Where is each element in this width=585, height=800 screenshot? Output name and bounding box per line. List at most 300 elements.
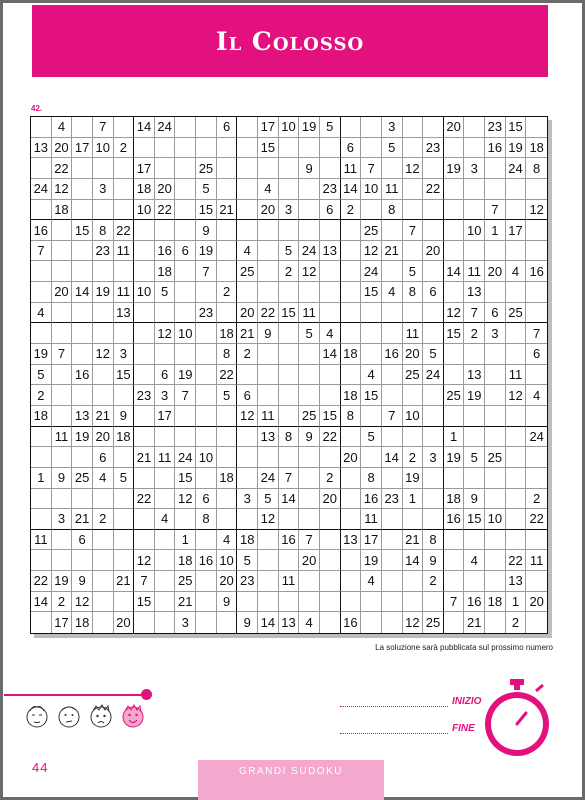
grid-cell[interactable]: 12 <box>175 489 196 510</box>
grid-cell[interactable]: 16 <box>361 489 382 510</box>
grid-cell[interactable]: 19 <box>72 427 93 448</box>
grid-cell[interactable] <box>217 179 238 200</box>
grid-cell[interactable]: 15 <box>134 592 155 613</box>
grid-cell[interactable] <box>114 489 135 510</box>
grid-cell[interactable] <box>258 241 279 262</box>
grid-cell[interactable]: 11 <box>506 365 527 386</box>
grid-cell[interactable] <box>114 323 135 344</box>
grid-cell[interactable] <box>464 427 485 448</box>
grid-cell[interactable] <box>299 179 320 200</box>
grid-cell[interactable] <box>93 530 114 551</box>
grid-cell[interactable] <box>155 158 176 179</box>
grid-cell[interactable]: 11 <box>279 571 300 592</box>
grid-cell[interactable]: 15 <box>464 509 485 530</box>
grid-cell[interactable]: 16 <box>72 365 93 386</box>
grid-cell[interactable]: 17 <box>52 612 73 633</box>
grid-cell[interactable]: 6 <box>93 447 114 468</box>
grid-cell[interactable] <box>134 468 155 489</box>
grid-cell[interactable]: 20 <box>320 489 341 510</box>
grid-cell[interactable]: 18 <box>134 179 155 200</box>
grid-cell[interactable]: 20 <box>155 179 176 200</box>
grid-cell[interactable] <box>217 509 238 530</box>
grid-cell[interactable]: 13 <box>506 571 527 592</box>
grid-cell[interactable]: 15 <box>506 117 527 138</box>
grid-cell[interactable]: 3 <box>155 385 176 406</box>
grid-cell[interactable] <box>361 592 382 613</box>
grid-cell[interactable]: 2 <box>506 612 527 633</box>
grid-cell[interactable] <box>155 612 176 633</box>
grid-cell[interactable] <box>361 344 382 365</box>
grid-cell[interactable]: 18 <box>217 323 238 344</box>
grid-cell[interactable] <box>299 344 320 365</box>
grid-cell[interactable] <box>320 365 341 386</box>
grid-cell[interactable] <box>320 447 341 468</box>
grid-cell[interactable] <box>114 592 135 613</box>
grid-cell[interactable] <box>299 509 320 530</box>
grid-cell[interactable]: 7 <box>52 344 73 365</box>
grid-cell[interactable]: 5 <box>31 365 52 386</box>
grid-cell[interactable] <box>341 323 362 344</box>
grid-cell[interactable]: 20 <box>52 282 73 303</box>
grid-cell[interactable] <box>217 261 238 282</box>
grid-cell[interactable] <box>382 592 403 613</box>
grid-cell[interactable] <box>341 261 362 282</box>
grid-cell[interactable]: 20 <box>237 303 258 324</box>
grid-cell[interactable] <box>72 550 93 571</box>
grid-cell[interactable] <box>134 323 155 344</box>
grid-cell[interactable] <box>299 447 320 468</box>
grid-cell[interactable] <box>506 530 527 551</box>
grid-cell[interactable]: 4 <box>52 117 73 138</box>
grid-cell[interactable]: 3 <box>175 612 196 633</box>
grid-cell[interactable]: 6 <box>526 344 547 365</box>
grid-cell[interactable] <box>175 179 196 200</box>
grid-cell[interactable]: 4 <box>382 282 403 303</box>
grid-cell[interactable]: 7 <box>196 261 217 282</box>
grid-cell[interactable] <box>31 117 52 138</box>
grid-cell[interactable]: 14 <box>134 117 155 138</box>
grid-cell[interactable]: 20 <box>403 344 424 365</box>
grid-cell[interactable] <box>526 220 547 241</box>
grid-cell[interactable] <box>31 427 52 448</box>
grid-cell[interactable] <box>72 447 93 468</box>
grid-cell[interactable] <box>485 550 506 571</box>
grid-cell[interactable]: 21 <box>93 406 114 427</box>
grid-cell[interactable]: 23 <box>485 117 506 138</box>
grid-cell[interactable] <box>217 138 238 159</box>
grid-cell[interactable] <box>464 117 485 138</box>
grid-cell[interactable]: 5 <box>299 323 320 344</box>
grid-cell[interactable] <box>485 344 506 365</box>
grid-cell[interactable]: 6 <box>155 365 176 386</box>
grid-cell[interactable] <box>258 550 279 571</box>
grid-cell[interactable]: 24 <box>299 241 320 262</box>
grid-cell[interactable]: 25 <box>72 468 93 489</box>
grid-cell[interactable] <box>52 220 73 241</box>
grid-cell[interactable] <box>341 220 362 241</box>
grid-cell[interactable]: 18 <box>72 612 93 633</box>
grid-cell[interactable]: 21 <box>237 323 258 344</box>
grid-cell[interactable] <box>93 612 114 633</box>
grid-cell[interactable]: 25 <box>423 612 444 633</box>
grid-cell[interactable] <box>31 550 52 571</box>
grid-cell[interactable] <box>444 344 465 365</box>
grid-cell[interactable] <box>155 138 176 159</box>
grid-cell[interactable] <box>423 427 444 448</box>
grid-cell[interactable]: 9 <box>52 468 73 489</box>
grid-cell[interactable] <box>299 200 320 221</box>
grid-cell[interactable]: 5 <box>361 427 382 448</box>
grid-cell[interactable] <box>175 220 196 241</box>
grid-cell[interactable]: 9 <box>423 550 444 571</box>
grid-cell[interactable]: 25 <box>361 220 382 241</box>
grid-cell[interactable]: 21 <box>382 241 403 262</box>
grid-cell[interactable]: 20 <box>52 138 73 159</box>
grid-cell[interactable] <box>444 365 465 386</box>
grid-cell[interactable]: 7 <box>361 158 382 179</box>
grid-cell[interactable]: 6 <box>320 200 341 221</box>
grid-cell[interactable]: 12 <box>403 612 424 633</box>
grid-cell[interactable]: 5 <box>155 282 176 303</box>
grid-cell[interactable]: 1 <box>444 427 465 448</box>
grid-cell[interactable] <box>403 303 424 324</box>
grid-cell[interactable] <box>196 344 217 365</box>
grid-cell[interactable]: 21 <box>217 200 238 221</box>
grid-cell[interactable] <box>114 200 135 221</box>
grid-cell[interactable] <box>258 447 279 468</box>
grid-cell[interactable]: 4 <box>237 241 258 262</box>
grid-cell[interactable]: 14 <box>382 447 403 468</box>
grid-cell[interactable]: 4 <box>464 550 485 571</box>
grid-cell[interactable] <box>464 468 485 489</box>
grid-cell[interactable] <box>506 406 527 427</box>
grid-cell[interactable]: 19 <box>361 550 382 571</box>
grid-cell[interactable]: 17 <box>361 530 382 551</box>
grid-cell[interactable]: 2 <box>526 489 547 510</box>
grid-cell[interactable]: 5 <box>382 138 403 159</box>
grid-cell[interactable]: 20 <box>299 550 320 571</box>
grid-cell[interactable] <box>258 530 279 551</box>
grid-cell[interactable]: 12 <box>444 303 465 324</box>
grid-cell[interactable]: 16 <box>485 138 506 159</box>
grid-cell[interactable] <box>134 261 155 282</box>
grid-cell[interactable] <box>485 179 506 200</box>
grid-cell[interactable] <box>134 509 155 530</box>
grid-cell[interactable] <box>31 489 52 510</box>
grid-cell[interactable]: 24 <box>361 261 382 282</box>
grid-cell[interactable]: 9 <box>299 158 320 179</box>
grid-cell[interactable] <box>279 158 300 179</box>
grid-cell[interactable]: 7 <box>93 117 114 138</box>
grid-cell[interactable]: 2 <box>237 344 258 365</box>
grid-cell[interactable] <box>93 303 114 324</box>
grid-cell[interactable]: 13 <box>320 241 341 262</box>
grid-cell[interactable] <box>526 571 547 592</box>
grid-cell[interactable] <box>506 509 527 530</box>
grid-cell[interactable] <box>526 406 547 427</box>
grid-cell[interactable]: 23 <box>93 241 114 262</box>
grid-cell[interactable]: 20 <box>444 117 465 138</box>
grid-cell[interactable] <box>31 282 52 303</box>
grid-cell[interactable]: 3 <box>382 117 403 138</box>
grid-cell[interactable] <box>361 612 382 633</box>
grid-cell[interactable]: 2 <box>341 200 362 221</box>
grid-cell[interactable]: 15 <box>72 220 93 241</box>
grid-cell[interactable]: 5 <box>196 179 217 200</box>
grid-cell[interactable]: 3 <box>464 158 485 179</box>
grid-cell[interactable]: 11 <box>382 179 403 200</box>
grid-cell[interactable] <box>382 530 403 551</box>
grid-cell[interactable] <box>526 468 547 489</box>
grid-cell[interactable] <box>361 447 382 468</box>
grid-cell[interactable]: 10 <box>217 550 238 571</box>
grid-cell[interactable]: 3 <box>114 344 135 365</box>
grid-cell[interactable]: 18 <box>485 592 506 613</box>
grid-cell[interactable] <box>279 323 300 344</box>
grid-cell[interactable]: 20 <box>423 241 444 262</box>
grid-cell[interactable]: 13 <box>72 406 93 427</box>
grid-cell[interactable]: 11 <box>464 261 485 282</box>
grid-cell[interactable]: 24 <box>31 179 52 200</box>
grid-cell[interactable]: 15 <box>258 138 279 159</box>
grid-cell[interactable]: 7 <box>279 468 300 489</box>
grid-cell[interactable] <box>403 138 424 159</box>
grid-cell[interactable] <box>444 138 465 159</box>
grid-cell[interactable]: 10 <box>361 179 382 200</box>
grid-cell[interactable] <box>382 612 403 633</box>
grid-cell[interactable]: 13 <box>31 138 52 159</box>
grid-cell[interactable] <box>423 158 444 179</box>
grid-cell[interactable]: 21 <box>403 530 424 551</box>
grid-cell[interactable]: 20 <box>217 571 238 592</box>
grid-cell[interactable]: 5 <box>114 468 135 489</box>
grid-cell[interactable]: 6 <box>485 303 506 324</box>
grid-cell[interactable] <box>279 365 300 386</box>
grid-cell[interactable]: 5 <box>217 385 238 406</box>
grid-cell[interactable]: 18 <box>31 406 52 427</box>
grid-cell[interactable]: 4 <box>361 571 382 592</box>
grid-cell[interactable] <box>72 117 93 138</box>
grid-cell[interactable]: 11 <box>361 509 382 530</box>
grid-cell[interactable]: 7 <box>175 385 196 406</box>
grid-cell[interactable] <box>237 117 258 138</box>
grid-cell[interactable]: 19 <box>444 447 465 468</box>
grid-cell[interactable]: 11 <box>52 427 73 448</box>
grid-cell[interactable]: 18 <box>114 427 135 448</box>
grid-cell[interactable] <box>155 592 176 613</box>
grid-cell[interactable] <box>52 241 73 262</box>
grid-cell[interactable] <box>134 344 155 365</box>
grid-cell[interactable]: 4 <box>506 261 527 282</box>
grid-cell[interactable]: 21 <box>175 592 196 613</box>
grid-cell[interactable] <box>196 530 217 551</box>
grid-cell[interactable] <box>485 489 506 510</box>
grid-cell[interactable]: 4 <box>155 509 176 530</box>
grid-cell[interactable]: 9 <box>299 427 320 448</box>
grid-cell[interactable]: 6 <box>237 385 258 406</box>
grid-cell[interactable]: 16 <box>341 612 362 633</box>
grid-cell[interactable] <box>382 427 403 448</box>
grid-cell[interactable]: 22 <box>217 365 238 386</box>
grid-cell[interactable] <box>93 365 114 386</box>
grid-cell[interactable]: 25 <box>299 406 320 427</box>
grid-cell[interactable] <box>217 158 238 179</box>
grid-cell[interactable] <box>175 117 196 138</box>
grid-cell[interactable]: 14 <box>341 179 362 200</box>
grid-cell[interactable]: 4 <box>361 365 382 386</box>
grid-cell[interactable] <box>299 365 320 386</box>
grid-cell[interactable]: 1 <box>485 220 506 241</box>
grid-cell[interactable] <box>114 385 135 406</box>
grid-cell[interactable] <box>485 282 506 303</box>
grid-cell[interactable] <box>31 158 52 179</box>
grid-cell[interactable] <box>403 385 424 406</box>
grid-cell[interactable]: 11 <box>258 406 279 427</box>
grid-cell[interactable] <box>320 592 341 613</box>
grid-cell[interactable] <box>114 158 135 179</box>
grid-cell[interactable] <box>403 571 424 592</box>
grid-cell[interactable] <box>423 509 444 530</box>
grid-cell[interactable] <box>341 117 362 138</box>
grid-cell[interactable] <box>93 261 114 282</box>
grid-cell[interactable]: 7 <box>526 323 547 344</box>
grid-cell[interactable] <box>526 117 547 138</box>
grid-cell[interactable] <box>31 323 52 344</box>
grid-cell[interactable] <box>403 117 424 138</box>
grid-cell[interactable]: 21 <box>72 509 93 530</box>
grid-cell[interactable]: 22 <box>423 179 444 200</box>
grid-cell[interactable] <box>444 241 465 262</box>
grid-cell[interactable] <box>320 550 341 571</box>
grid-cell[interactable] <box>134 406 155 427</box>
grid-cell[interactable] <box>382 385 403 406</box>
grid-cell[interactable] <box>526 282 547 303</box>
grid-cell[interactable]: 13 <box>464 282 485 303</box>
grid-cell[interactable]: 9 <box>72 571 93 592</box>
grid-cell[interactable]: 4 <box>258 179 279 200</box>
grid-cell[interactable]: 13 <box>341 530 362 551</box>
grid-cell[interactable]: 10 <box>403 406 424 427</box>
grid-cell[interactable]: 4 <box>31 303 52 324</box>
grid-cell[interactable]: 12 <box>403 158 424 179</box>
grid-cell[interactable] <box>423 592 444 613</box>
grid-cell[interactable]: 8 <box>423 530 444 551</box>
grid-cell[interactable] <box>423 200 444 221</box>
grid-cell[interactable]: 11 <box>155 447 176 468</box>
grid-cell[interactable] <box>93 323 114 344</box>
grid-cell[interactable]: 13 <box>464 365 485 386</box>
grid-cell[interactable]: 13 <box>279 612 300 633</box>
grid-cell[interactable] <box>341 427 362 448</box>
grid-cell[interactable] <box>134 612 155 633</box>
grid-cell[interactable] <box>320 303 341 324</box>
grid-cell[interactable] <box>258 592 279 613</box>
grid-cell[interactable]: 12 <box>526 200 547 221</box>
grid-cell[interactable]: 5 <box>423 344 444 365</box>
grid-cell[interactable]: 12 <box>299 261 320 282</box>
grid-cell[interactable]: 24 <box>258 468 279 489</box>
grid-cell[interactable] <box>485 468 506 489</box>
grid-cell[interactable]: 15 <box>175 468 196 489</box>
grid-cell[interactable]: 25 <box>485 447 506 468</box>
grid-cell[interactable]: 22 <box>155 200 176 221</box>
grid-cell[interactable]: 10 <box>196 447 217 468</box>
grid-cell[interactable]: 3 <box>423 447 444 468</box>
grid-cell[interactable] <box>423 303 444 324</box>
grid-cell[interactable]: 17 <box>258 117 279 138</box>
grid-cell[interactable]: 4 <box>217 530 238 551</box>
start-time-field[interactable] <box>340 698 448 707</box>
grid-cell[interactable] <box>93 158 114 179</box>
grid-cell[interactable] <box>464 406 485 427</box>
grid-cell[interactable] <box>403 200 424 221</box>
grid-cell[interactable] <box>382 509 403 530</box>
grid-cell[interactable]: 17 <box>155 406 176 427</box>
grid-cell[interactable]: 2 <box>217 282 238 303</box>
grid-cell[interactable] <box>382 303 403 324</box>
grid-cell[interactable]: 19 <box>444 158 465 179</box>
grid-cell[interactable] <box>217 489 238 510</box>
grid-cell[interactable] <box>382 158 403 179</box>
grid-cell[interactable]: 4 <box>526 385 547 406</box>
grid-cell[interactable]: 15 <box>361 282 382 303</box>
grid-cell[interactable]: 22 <box>526 509 547 530</box>
grid-cell[interactable]: 5 <box>464 447 485 468</box>
grid-cell[interactable]: 18 <box>155 261 176 282</box>
grid-cell[interactable] <box>114 261 135 282</box>
grid-cell[interactable] <box>279 509 300 530</box>
grid-cell[interactable]: 8 <box>93 220 114 241</box>
grid-cell[interactable] <box>526 241 547 262</box>
grid-cell[interactable] <box>299 468 320 489</box>
grid-cell[interactable]: 7 <box>464 303 485 324</box>
grid-cell[interactable]: 12 <box>72 592 93 613</box>
grid-cell[interactable] <box>155 220 176 241</box>
grid-cell[interactable] <box>72 344 93 365</box>
grid-cell[interactable] <box>52 303 73 324</box>
grid-cell[interactable]: 10 <box>134 200 155 221</box>
grid-cell[interactable] <box>93 489 114 510</box>
grid-cell[interactable] <box>320 571 341 592</box>
grid-cell[interactable] <box>299 385 320 406</box>
grid-cell[interactable] <box>52 261 73 282</box>
grid-cell[interactable]: 8 <box>196 509 217 530</box>
grid-cell[interactable] <box>175 158 196 179</box>
grid-cell[interactable]: 12 <box>93 344 114 365</box>
grid-cell[interactable]: 20 <box>93 427 114 448</box>
grid-cell[interactable]: 6 <box>217 117 238 138</box>
grid-cell[interactable]: 14 <box>279 489 300 510</box>
grid-cell[interactable] <box>361 200 382 221</box>
grid-cell[interactable]: 18 <box>341 385 362 406</box>
grid-cell[interactable]: 16 <box>444 509 465 530</box>
grid-cell[interactable]: 18 <box>175 550 196 571</box>
grid-cell[interactable] <box>175 344 196 365</box>
grid-cell[interactable] <box>279 138 300 159</box>
grid-cell[interactable]: 6 <box>72 530 93 551</box>
grid-cell[interactable]: 25 <box>506 303 527 324</box>
grid-cell[interactable] <box>237 179 258 200</box>
grid-cell[interactable] <box>361 323 382 344</box>
grid-cell[interactable] <box>444 468 465 489</box>
grid-cell[interactable] <box>134 241 155 262</box>
grid-cell[interactable] <box>175 282 196 303</box>
grid-cell[interactable]: 5 <box>403 261 424 282</box>
grid-cell[interactable] <box>403 509 424 530</box>
grid-cell[interactable] <box>320 220 341 241</box>
grid-cell[interactable] <box>52 365 73 386</box>
grid-cell[interactable]: 7 <box>299 530 320 551</box>
